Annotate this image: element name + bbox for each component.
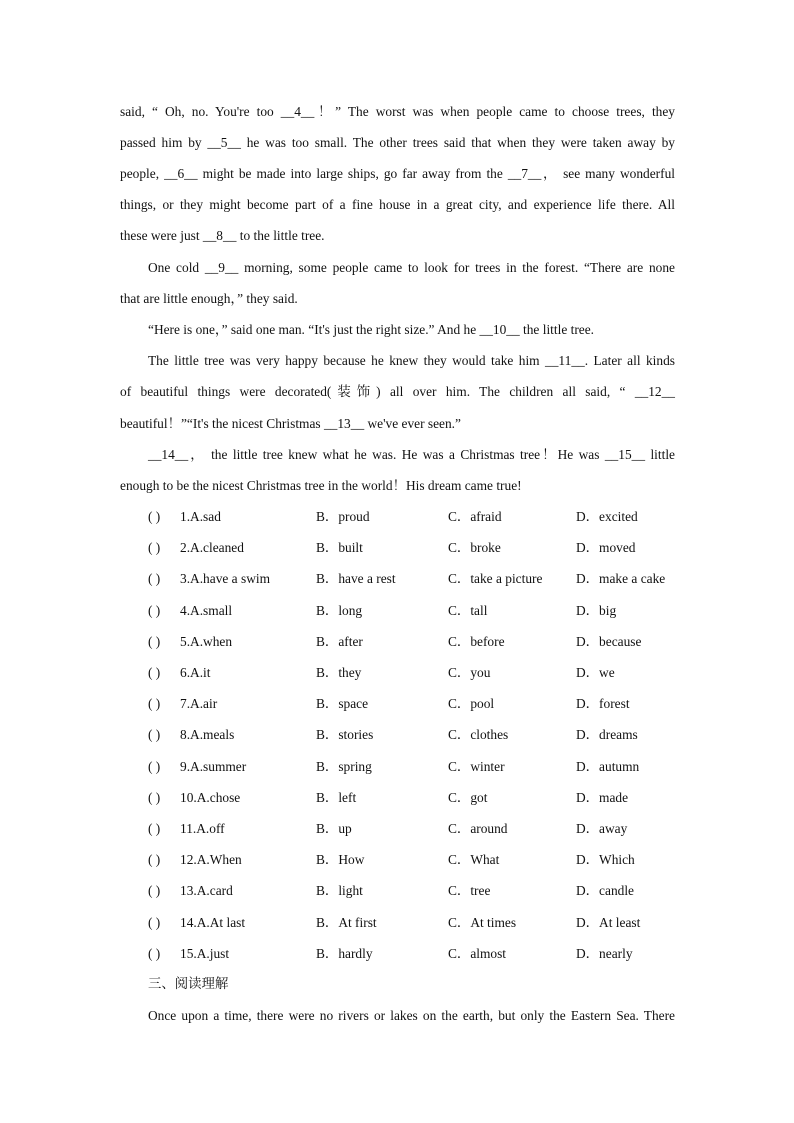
option-d: D．Which <box>576 852 635 868</box>
option-c: C．before <box>448 633 505 649</box>
option-a: 7.A.air <box>180 696 218 712</box>
option-a: 15.A.just <box>180 945 230 961</box>
option-c: C．tree <box>448 883 491 899</box>
option-c: C．around <box>448 821 508 836</box>
question-row <box>148 663 678 683</box>
answer-blank[interactable]: ( ) <box>148 633 161 649</box>
question-row <box>148 507 678 527</box>
option-d: D．we <box>576 665 615 680</box>
option-b: B．have a rest <box>316 571 396 587</box>
option-b: B．after <box>316 633 363 649</box>
section-title: 三、阅读理解 <box>148 977 229 992</box>
answer-blank[interactable]: ( ) <box>148 945 161 961</box>
option-b: B．How <box>316 852 365 868</box>
option-c: C．afraid <box>448 509 502 524</box>
option-d: D．At least <box>576 914 641 930</box>
option-c: C．got <box>448 789 488 805</box>
option-a: 2.A.cleaned <box>180 540 244 556</box>
answer-blank[interactable]: ( ) <box>148 883 161 899</box>
question-row <box>148 913 678 933</box>
option-d: D．big <box>576 602 617 618</box>
option-c: C．tall <box>448 602 488 618</box>
option-a: 8.A.meals <box>180 727 235 743</box>
answer-blank[interactable]: ( ) <box>148 852 161 868</box>
option-d: D．excited <box>576 509 638 524</box>
question-row <box>148 881 678 901</box>
option-a: 12.A.When <box>180 852 242 868</box>
passage-line: people, __6__ might be made into large ships, go far away from the __7__， see many wonderful <box>120 166 675 181</box>
option-c: C．clothes <box>448 727 509 743</box>
question-row <box>148 538 678 558</box>
question-row <box>148 694 678 714</box>
option-b: B．built <box>316 540 363 556</box>
option-b: B．long <box>316 602 363 618</box>
question-row <box>148 601 678 621</box>
option-b: B．space <box>316 696 369 712</box>
answer-blank[interactable]: ( ) <box>148 789 161 805</box>
option-d: D．moved <box>576 540 636 556</box>
passage-line: of beautiful things were decorated(装饰) all over him. The children all said, “ __12__ <box>120 384 675 399</box>
question-row <box>148 725 678 745</box>
option-a: 5.A.when <box>180 633 233 649</box>
option-b: B．stories <box>316 727 374 743</box>
option-a: 1.A.sad <box>180 509 221 524</box>
option-a: 4.A.small <box>180 602 233 618</box>
answer-blank[interactable]: ( ) <box>148 602 161 618</box>
option-c: C．almost <box>448 945 507 961</box>
passage-line: that are little enough，” they said. <box>120 291 298 306</box>
option-d: D．dreams <box>576 727 638 743</box>
next-passage-line: Once upon a time, there were no rivers or lakes on the earth, but only the Eastern Sea. There <box>148 1008 675 1023</box>
option-a: 11.A.off <box>180 821 225 836</box>
passage-line: these were just __8__ to the little tree. <box>120 228 325 243</box>
passage-line: One cold __9__ morning, some people came to look for trees in the forest. “There are none <box>148 260 675 275</box>
option-b: B．At first <box>316 914 377 930</box>
answer-blank[interactable]: ( ) <box>148 914 161 930</box>
option-c: C．take a picture <box>448 571 543 587</box>
option-b: B．spring <box>316 758 372 774</box>
option-b: B．hardly <box>316 945 373 961</box>
question-row <box>148 850 678 870</box>
answer-blank[interactable]: ( ) <box>148 821 161 836</box>
question-row <box>148 569 678 589</box>
answer-blank[interactable]: ( ) <box>148 727 161 743</box>
answer-blank[interactable]: ( ) <box>148 571 161 587</box>
passage-line: “Here is one，” said one man. “It's just the right size.” And he __10__ the little tree. <box>148 322 595 337</box>
option-d: D．because <box>576 633 642 649</box>
option-c: C．you <box>448 665 491 680</box>
option-b: B．they <box>316 665 362 680</box>
passage-line: passed him by __5__ he was too small. The other trees said that when they were taken away by <box>120 135 675 150</box>
passage-line: __14__， the little tree knew what he was. He was a Christmas tree！He was __15__ little <box>148 447 675 462</box>
passage-line: beautiful！”“It's the nicest Christmas __13__ we've ever seen.” <box>120 416 461 431</box>
option-a: 10.A.chose <box>180 789 241 805</box>
question-row <box>148 819 678 839</box>
question-row <box>148 788 678 808</box>
answer-blank[interactable]: ( ) <box>148 509 161 524</box>
passage-line: enough to be the nicest Christmas tree in the world！His dream came true! <box>120 478 522 493</box>
option-a: 6.A.it <box>180 665 211 680</box>
option-d: D．made <box>576 789 629 805</box>
answer-blank[interactable]: ( ) <box>148 696 161 712</box>
option-d: D．candle <box>576 883 635 899</box>
option-b: B．proud <box>316 509 370 524</box>
passage-line: things, or they might become part of a fine house in a great city, and experience life there. All <box>120 197 675 212</box>
option-a: 3.A.have a swim <box>180 571 270 587</box>
option-d: D．away <box>576 821 628 836</box>
option-a: 14.A.At last <box>180 914 246 930</box>
option-d: D．forest <box>576 696 630 712</box>
option-a: 9.A.summer <box>180 758 247 774</box>
option-b: B．up <box>316 821 352 836</box>
question-row <box>148 632 678 652</box>
option-c: C．What <box>448 852 500 868</box>
answer-blank[interactable]: ( ) <box>148 665 161 680</box>
option-b: B．light <box>316 883 363 899</box>
question-row <box>148 757 678 777</box>
option-c: C．At times <box>448 914 517 930</box>
option-d: D．nearly <box>576 945 633 961</box>
answer-blank[interactable]: ( ) <box>148 758 161 774</box>
question-row <box>148 944 678 964</box>
option-b: B．left <box>316 789 357 805</box>
option-d: D．autumn <box>576 758 640 774</box>
option-a: 13.A.card <box>180 883 233 899</box>
option-c: C．pool <box>448 696 495 712</box>
passage-line: said, “ Oh, no. You're too __4__！” The worst was when people came to choose trees, they <box>120 104 675 119</box>
passage-line: The little tree was very happy because he knew they would take him __11__. Later all kinds <box>148 353 675 368</box>
answer-blank[interactable]: ( ) <box>148 540 161 556</box>
option-c: C．broke <box>448 540 501 556</box>
option-c: C．winter <box>448 758 505 774</box>
option-d: D．make a cake <box>576 571 666 587</box>
